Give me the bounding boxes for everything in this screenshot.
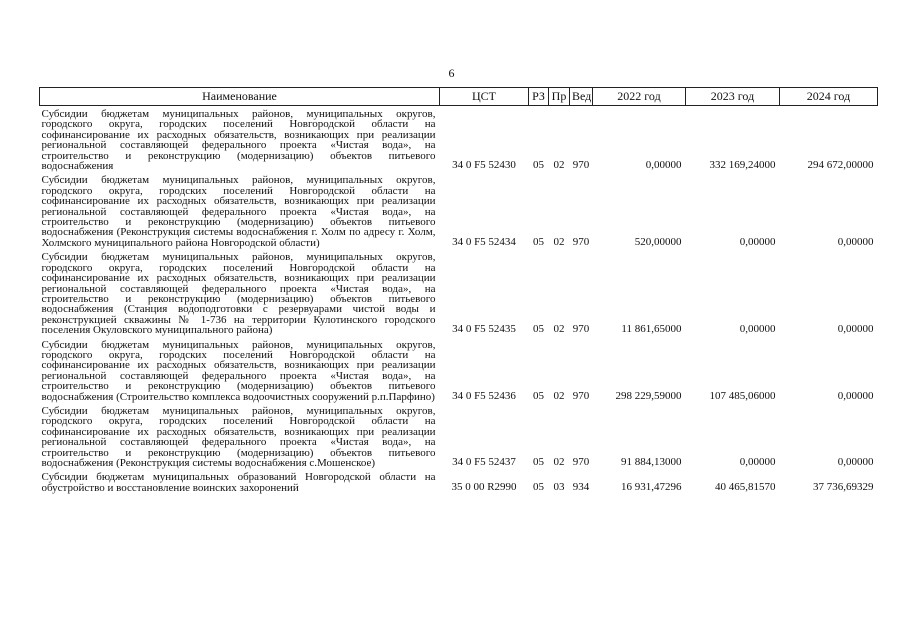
row-2023: 332 169,24000	[709, 159, 776, 172]
row-name: Субсидии бюджетам муниципальных районов, муниципальных округов, городского округа, городских поселений Новгородской области на софинансирование их расходных обязательств, возникающих при реализации региональной составляющей федерального проекта «Чистая вода», на строительство и реконструкцию (модернизацию) объектов питьевого водоснабжения	[41, 108, 436, 173]
row-cst: 35 0 00 R2990	[451, 480, 517, 493]
row-2024: 37 736,69329	[813, 480, 874, 493]
row-cst: 34 0 F5 52430	[452, 159, 516, 172]
row-ved: 970	[572, 235, 590, 248]
row-2024: 0,00000	[837, 235, 874, 248]
header-rz: РЗ	[529, 88, 549, 106]
row-ved: 970	[572, 389, 590, 402]
row-2023: 107 485,06000	[709, 389, 776, 402]
row-2023: 0,00000	[739, 235, 776, 248]
row-name: Субсидии бюджетам муниципальных районов, муниципальных округов, городского округа, городских поселений Новгородской области на софинансирование их расходных обязательств, возникающих при реализации региональной составляющей федерального проекта «Чистая вода», на строительство и реконструкцию (модернизацию) объектов питьевого водоснабжения (Станция водоподготовки с резервуарами чистой воды и реконструкцией скважины № 1-736 на территории Кулотинского городского поселения Окуловского муниципального района)	[41, 251, 436, 337]
budget-table	[39, 87, 878, 494]
row-cst: 34 0 F5 52435	[452, 323, 516, 336]
row-cst: 34 0 F5 52437	[452, 456, 516, 468]
row-2022: 91 884,13000	[621, 456, 682, 468]
table-row	[40, 469, 878, 494]
row-2024: 0,00000	[837, 323, 874, 336]
row-2023: 0,00000	[739, 323, 776, 336]
table-row	[40, 337, 878, 403]
row-2023: 0,00000	[739, 456, 776, 468]
header-pr: Пр	[549, 88, 570, 106]
row-cst: 34 0 F5 52436	[452, 389, 516, 402]
row-name: Субсидии бюджетам муниципальных образований Новгородской области на обустройство и восстановление воинских захоронений	[41, 471, 436, 494]
row-2022: 298 229,59000	[615, 389, 682, 402]
row-2022: 0,00000	[645, 159, 682, 172]
row-rz: 05	[533, 456, 544, 468]
header-2024: 2024 год	[780, 88, 878, 106]
header-cst: ЦСТ	[440, 88, 529, 106]
row-name: Субсидии бюджетам муниципальных районов, муниципальных округов, городского округа, городских поселений Новгородской области на софинансирование их расходных обязательств, возникающих при реализации региональной составляющей федерального проекта «Чистая вода», на строительство и реконструкцию (модернизацию) объектов питьевого водоснабжения (Строительство комплекса водоочистных сооружений р.п.Парфино)	[41, 338, 436, 403]
table-row	[40, 403, 878, 469]
table-row	[40, 172, 878, 249]
table-row	[40, 249, 878, 336]
row-ved: 970	[572, 159, 590, 172]
row-ved: 934	[572, 480, 590, 493]
row-name: Субсидии бюджетам муниципальных районов, муниципальных округов, городского округа, городских поселений Новгородской области на софинансирование их расходных обязательств, возникающих при реализации региональной составляющей федерального проекта «Чистая вода», на строительство и реконструкцию (модернизацию) объектов питьевого водоснабжения (Реконструкция системы водоснабжения г. Холм по адресу г. Холм, Холмского муниципального района Новгородской области)	[41, 174, 436, 249]
row-pr: 02	[553, 159, 565, 172]
row-rz: 05	[533, 389, 544, 402]
row-pr: 02	[553, 323, 565, 336]
header-ved: Вед	[570, 88, 593, 106]
header-name: Наименование	[40, 88, 440, 106]
row-rz: 05	[533, 159, 544, 172]
row-2023: 40 465,81570	[715, 480, 776, 493]
row-2024: 294 672,00000	[807, 159, 874, 172]
row-ved: 970	[572, 456, 590, 468]
row-rz: 05	[533, 235, 544, 248]
row-rz: 05	[533, 323, 544, 336]
table-row	[40, 106, 878, 173]
page-number: 6	[448, 66, 455, 80]
row-2024: 0,00000	[837, 389, 874, 402]
header-2022: 2022 год	[593, 88, 686, 106]
row-2022: 520,00000	[634, 235, 682, 248]
row-ved: 970	[572, 323, 590, 336]
row-name: Субсидии бюджетам муниципальных районов, муниципальных округов, городского округа, городских поселений Новгородской области на софинансирование их расходных обязательств, возникающих при реализации региональной составляющей федерального проекта «Чистая вода», на строительство и реконструкцию (модернизацию) объектов питьевого водоснабжения (Реконструкция системы водоснабжения с.Мошенское)	[41, 404, 436, 469]
row-cst: 34 0 F5 52434	[452, 235, 516, 248]
row-rz: 05	[533, 480, 544, 493]
row-2022: 11 861,65000	[621, 323, 682, 336]
row-pr: 02	[553, 235, 565, 248]
row-2024: 0,00000	[837, 456, 874, 468]
header-row	[40, 88, 878, 106]
header-2023: 2023 год	[686, 88, 780, 106]
row-2022: 16 931,47296	[621, 480, 682, 493]
row-pr: 02	[553, 389, 565, 402]
row-pr: 03	[553, 480, 565, 493]
row-pr: 02	[553, 456, 565, 468]
